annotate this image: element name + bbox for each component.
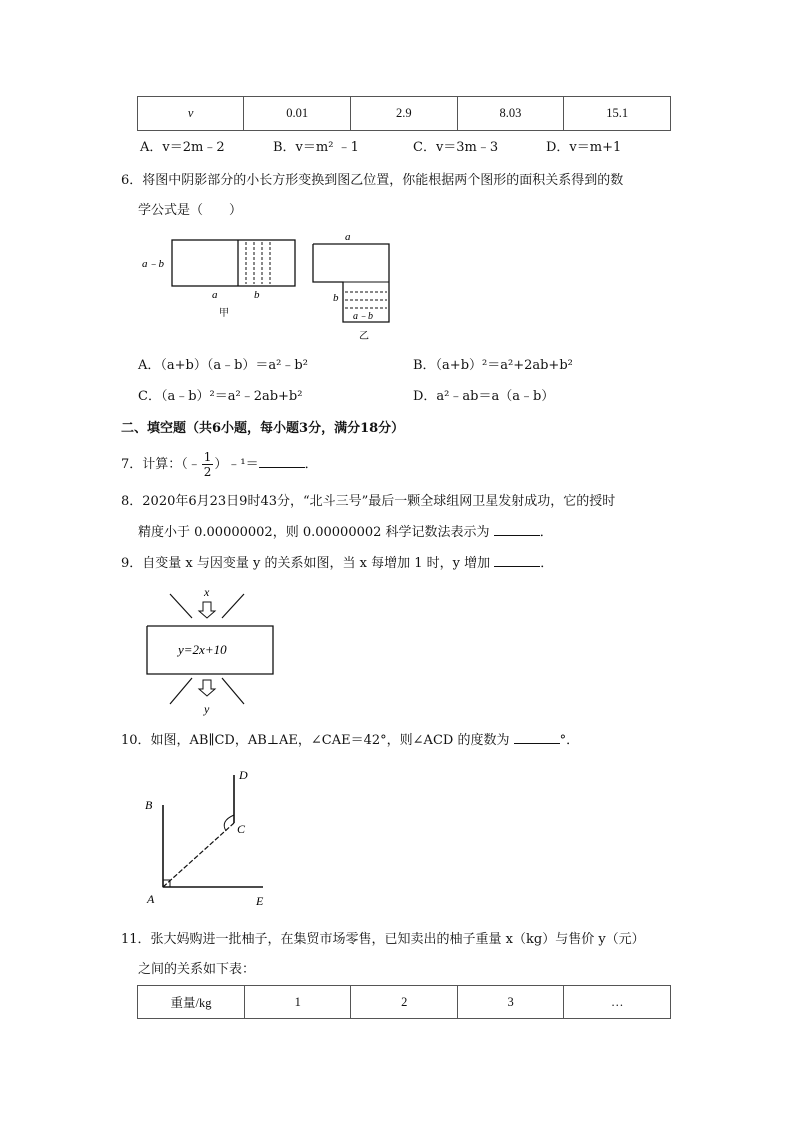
section-heading: 二、填空题（共6小题，每小题3分，满分18分） (121, 421, 405, 436)
answer-blank (494, 554, 540, 567)
q7-fraction-numerator: 1 (203, 450, 212, 464)
table-row-label: 重量/kg (138, 986, 245, 1019)
q9-text: 9．自变量 x 与因变量 y 的关系如图，当 x 每增加 1 时，y 增加 (121, 556, 491, 571)
point-D: D (239, 768, 248, 782)
q7-question (121, 450, 318, 480)
table-cell: 3 (457, 986, 563, 1019)
arrow-down-icon (199, 602, 215, 618)
q10-text: 10．如图，AB∥CD，AB⊥AE，∠CAE＝42°，则∠ACD 的度数为 (121, 733, 510, 748)
label-a-minus-b: a﹣b (353, 311, 373, 322)
table-cell: … (564, 986, 671, 1019)
figure-function-machine (140, 582, 300, 717)
label-b: b (333, 292, 339, 304)
table-cell: 0.01 (244, 97, 351, 131)
q6-option-c: C．（a﹣b）²＝a²﹣2ab+b² (138, 389, 303, 404)
q8-text-line1: 8．2020年6月23日9时43分，“北斗三号”最后一颗全球组网卫星发射成功，它的授时 (121, 494, 616, 509)
q8-text-line2-wrap (138, 523, 553, 543)
table-cell: 1 (245, 986, 351, 1019)
q7-suffix: ）﹣¹＝ (214, 457, 259, 472)
q6-text-line2: 学公式是（ ） (138, 203, 243, 218)
caption-yi: 乙 (359, 331, 369, 342)
q10-end: °． (559, 733, 580, 748)
label-b: b (254, 289, 260, 301)
q7-end: ． (304, 457, 318, 472)
point-E: E (256, 894, 264, 908)
q11-table (137, 985, 671, 1019)
label-a: a (212, 289, 218, 301)
answer-blank (514, 731, 560, 744)
point-C: C (237, 822, 246, 836)
label-a-minus-b: a﹣b (142, 258, 164, 270)
label-a: a (345, 231, 351, 243)
machine-input-label: x (204, 585, 210, 599)
table-cell: 2.9 (350, 97, 457, 131)
q6-option-d: D．a²﹣ab＝a（a﹣b） (413, 389, 555, 404)
q7-fraction-denominator: 2 (203, 465, 212, 479)
table-cell: 8.03 (457, 97, 564, 131)
q7-prefix: 7．计算：（﹣ (121, 457, 201, 472)
q8-text-line2: 精度小于 0.00000002，则 0.00000002 科学记数法表示为 (138, 525, 490, 540)
answer-blank (494, 523, 540, 536)
arrow-down-icon (199, 680, 215, 696)
q7-fraction (202, 450, 214, 479)
answer-blank (259, 455, 305, 468)
point-B: B (145, 798, 153, 812)
q9-text-wrap (121, 554, 553, 574)
caption-jia: 甲 (219, 308, 229, 319)
machine-output-label: y (204, 702, 210, 716)
q8-end: ． (539, 525, 553, 540)
q11-text-line2: 之间的关系如下表： (138, 962, 256, 977)
table-row (138, 986, 671, 1019)
table-row-label: v (138, 97, 244, 131)
q6-text-line1: 6．将图中阴影部分的小长方形变换到图乙位置，你能根据两个图形的面积关系得到的数 (121, 173, 624, 188)
q5-option-d: D．v＝m+1 (546, 140, 622, 155)
table-cell: 2 (351, 986, 457, 1019)
figure-yi (305, 228, 405, 343)
q9-end: ． (540, 556, 554, 571)
q5-option-a: A．v＝2m﹣2 (140, 140, 225, 155)
figure-parallel-lines (140, 765, 280, 910)
q6-option-a: A．（a+b）（a﹣b）＝a²﹣b² (138, 358, 308, 373)
machine-formula: y=2x+10 (178, 642, 227, 657)
q10-text-wrap (121, 731, 579, 751)
q5-option-c: C．v＝3m﹣3 (413, 140, 499, 155)
point-A: A (147, 892, 155, 906)
top-table (137, 96, 671, 131)
table-row (138, 97, 671, 131)
q11-text-line1: 11．张大妈购进一批柚子，在集贸市场零售，已知卖出的柚子重量 x（kg）与售价 y（元） (121, 932, 645, 947)
q6-option-b: B．（a+b）²＝a²+2ab+b² (413, 358, 573, 373)
q5-option-b: B．v＝m² ﹣1 (273, 140, 359, 155)
figure-jia (140, 232, 300, 322)
table-cell: 15.1 (564, 97, 671, 131)
